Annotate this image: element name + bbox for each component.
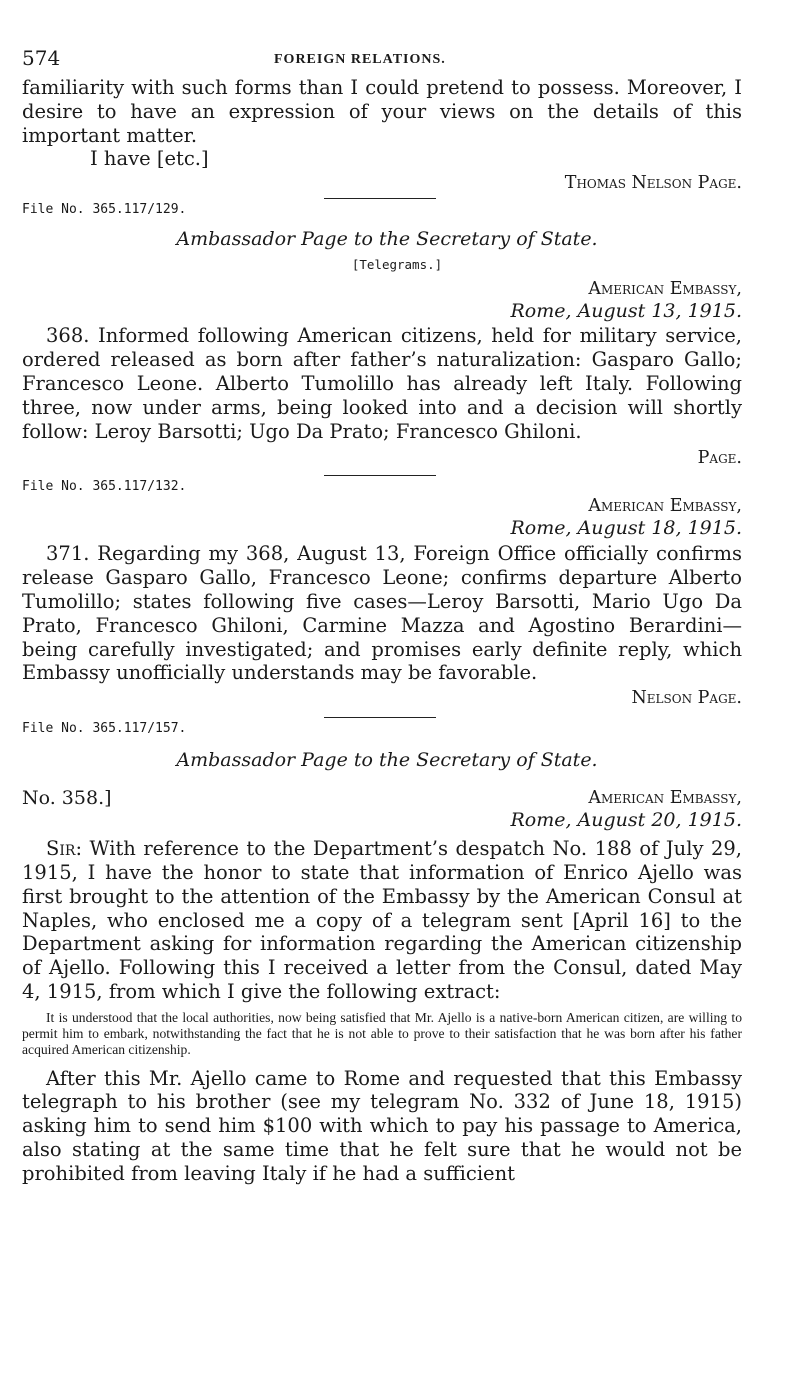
divider-rule — [324, 717, 436, 718]
doc1-note: [Telegrams.] — [351, 257, 443, 273]
doc2-file-number: File No. 365.117/132. — [22, 479, 187, 495]
doc2-text: 371. Regarding my 368, August 13, Foreign Office officially confirms release Gasparo Gallo, Francesco Leone; confirms departure Alberto Tumolillo; states following five cases—Leroy Barsotti, Mario Ugo Da Prato, Francesco Ghiloni, Carmine Mazza and Agostino Berardini—being carefully investigated; and promises early definite reply, which Embassy unofficially understands may be favorable. — [22, 542, 742, 685]
doc3-file-number: File No. 365.117/157. — [22, 721, 187, 737]
doc3-place: American Embassy, — [588, 788, 742, 809]
intro-signature: Thomas Nelson Page. — [564, 173, 742, 194]
doc1-file-number: File No. 365.117/129. — [22, 202, 187, 218]
document-page — [22, 42, 742, 1186]
doc1-place: American Embassy, — [588, 279, 742, 300]
doc3-number: No. 358.] — [22, 787, 112, 810]
doc2-dateline — [22, 495, 742, 539]
doc1-dateline — [22, 278, 742, 322]
doc3-heading — [22, 787, 742, 833]
doc2-place: American Embassy, — [588, 496, 742, 517]
doc1-text: 368. Informed following American citizens, held for military service, ordered released as born after father’s naturalization: Gasparo Gallo; Francesco Leone. Alberto Tumolillo has already left Italy. Following three, now under arms, being looked into and a decision will shortly follow: Leroy Barsotti; Ugo Da Prato; Francesco Ghiloni. — [22, 324, 742, 443]
doc2-signature: Nelson Page. — [631, 688, 742, 709]
intro-paragraph: familiarity with such forms than I could pretend to possess. Moreover, I desire to have an expression of your views on the details of this important matter. — [22, 76, 742, 147]
doc3-dateline — [510, 787, 742, 831]
doc3-text-1-body: : With reference to the Department’s despatch No. 188 of July 29, 1915, I have the honor to state that information of Enrico Ajello was first brought to the attention of the Embassy by the American Consul at Naples, who enclosed me a copy of a telegram sent [April 16] to the Department asking for information regarding the American citizenship of Ajello. Following this I received a letter from the Consul, dated May 4, 1915, from which I give the following extract: — [22, 837, 742, 1003]
intro-closing: I have [etc.] — [90, 147, 209, 171]
divider-rule — [324, 198, 436, 199]
divider-rule — [324, 475, 436, 476]
doc1-signature: Page. — [697, 448, 742, 469]
doc3-title: Ambassador Page to the Secretary of State. — [176, 749, 598, 772]
doc3-text-1 — [22, 837, 742, 1004]
page-header — [22, 42, 742, 76]
doc1-date: Rome, August 13, 1915. — [510, 300, 742, 323]
page-number: 574 — [22, 46, 61, 70]
doc3-date: Rome, August 20, 1915. — [510, 809, 742, 832]
doc2-date: Rome, August 18, 1915. — [510, 517, 742, 540]
doc3-text-2: After this Mr. Ajello came to Rome and requested that this Embassy telegraph to his brother (see my telegram No. 332 of June 18, 1915) asking him to send him $100 with which to pay his passage to America, also stating at the same time that he felt sure that he would not be prohibited from leaving Italy if he had a sufficient — [22, 1066, 742, 1185]
doc3-extract: It is understood that the local authorities, now being satisfied that Mr. Ajello is a native-born American citizen, are willing to permit him to embark, notwithstanding the fact that he is not able to prove to their satisfaction that he was born after his father acquired American citizenship. — [22, 1009, 742, 1058]
running-head: FOREIGN RELATIONS. — [274, 52, 446, 67]
doc1-title: Ambassador Page to the Secretary of State. — [176, 228, 598, 251]
doc3-salutation: Sir — [46, 837, 76, 861]
